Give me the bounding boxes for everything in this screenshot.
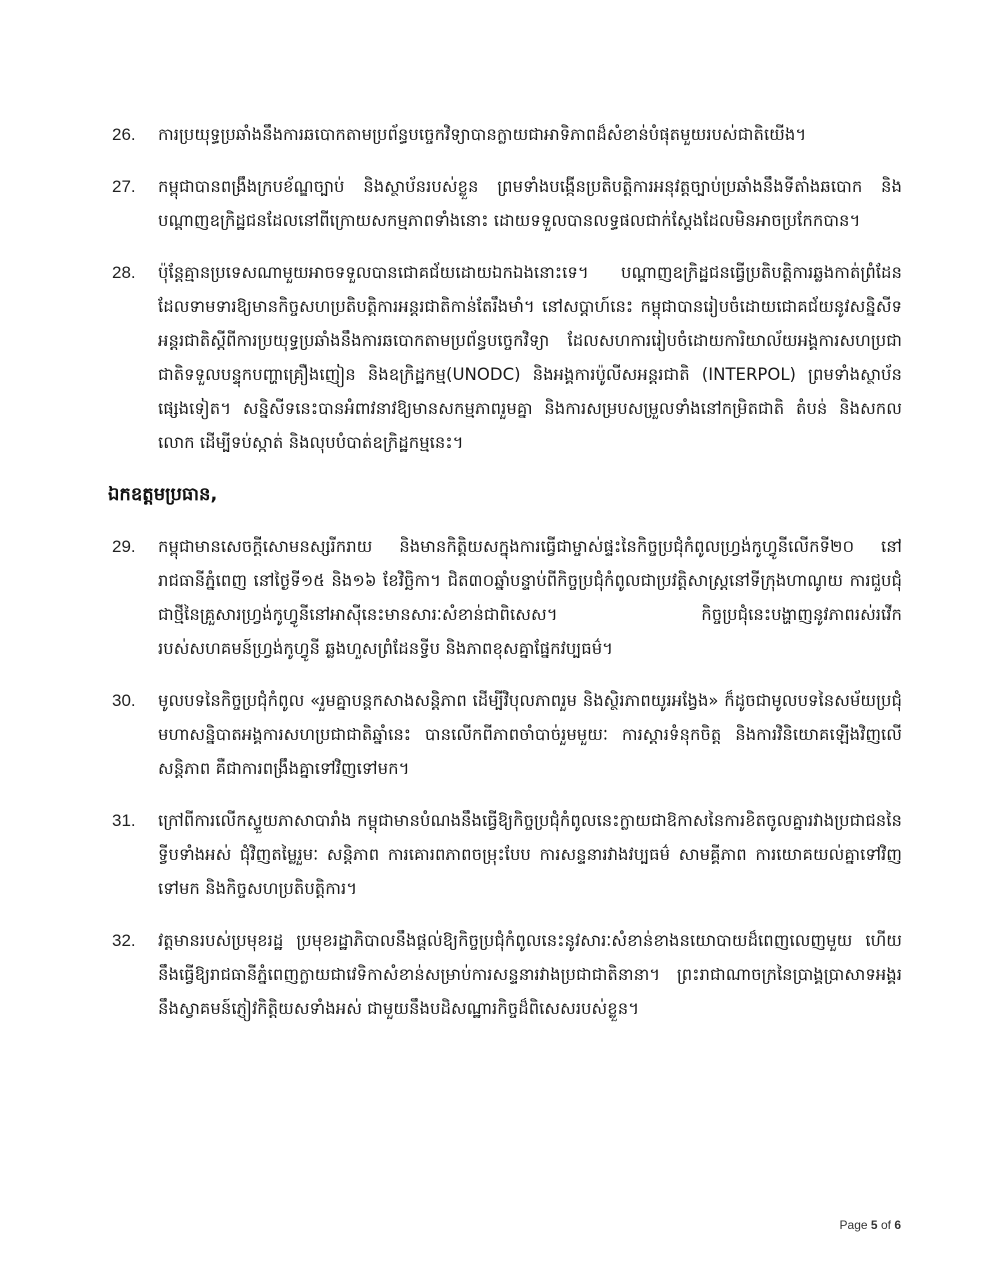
paragraph-number: 29. — [112, 537, 136, 556]
paragraph-text: មូលបទនៃកិច្ចប្រជុំកំពូល «រួមគ្នាបន្តកសាងសន្តិភាព ដើម្បីវិបុលភាពរួម និងស្ថិរភាពយូរអង្វែង» ក៏ដូចជាមូលបទនៃសម័យប្រជុំមហាសន្និបាតអង្គការសហប្រជាជាតិឆ្នាំនេះ បានលើកពីភាពចាំបាច់រួមមួយៈ ការស្តារទំនុកចិត្ត និងការវិនិយោគឡើងវិញលើសន្តិភាព គឺជាការពង្រឹងគ្នាទៅវិញទៅមក។ — [158, 691, 902, 778]
paragraph-number: 28. — [112, 263, 136, 282]
paragraph-27 — [112, 170, 902, 238]
paragraph-number: 31. — [112, 811, 136, 830]
paragraph-28 — [112, 256, 902, 460]
paragraph-text: ការប្រយុទ្ធប្រឆាំងនឹងការឆបោកតាមប្រព័ន្ធបច្ចេកវិទ្យាបានក្លាយជាអាទិភាពដ៏សំខាន់បំផុតមួយរបស់ជាតិយើង។ — [158, 125, 807, 144]
paragraph-29 — [112, 530, 902, 666]
salutation-heading: ឯកឧត្តមប្រធាន, — [108, 484, 218, 505]
page-content — [108, 118, 902, 1044]
paragraph-26 — [112, 118, 902, 152]
page-current: 5 — [870, 1218, 878, 1232]
paragraph-text: កម្ពុជាបានពង្រឹងក្របខ័ណ្ឌច្បាប់ និងស្ថាប័នរបស់ខ្លួន ព្រមទាំងបង្កើនប្រតិបត្តិការអនុវត្តច្បាប់ប្រឆាំងនឹងទីតាំងឆបោក និងបណ្តាញឧក្រិដ្ឋជនដែលនៅពីក្រោយសកម្មភាពទាំងនោះ ដោយទទួលបានលទ្ធផលជាក់ស្តែងដែលមិនអាចប្រកែកបាន។ — [158, 177, 902, 230]
paragraph-text: ប៉ុន្តែគ្មានប្រទេសណាមួយអាចទទួលបានជោគជ័យដោយឯកឯងនោះទេ។ បណ្តាញឧក្រិដ្ឋជនធ្វើប្រតិបត្តិការឆ្លងកាត់ព្រំដែន ដែលទាមទារឱ្យមានកិច្ចសហប្រតិបត្តិការអន្តរជាតិកាន់តែរឹងមាំ។ នៅសប្តាហ៍នេះ កម្ពុជាបានរៀបចំដោយជោគជ័យនូវសន្និសីទអន្តរជាតិស្តីពីការប្រយុទ្ធប្រឆាំងនឹងការឆបោកតាមប្រព័ន្ធបច្ចេកវិទ្យា ដែលសហការរៀបចំដោយការិយាល័យអង្គការសហប្រជាជាតិទទួលបន្ទុកបញ្ហាគ្រឿងញៀន និងឧក្រិដ្ឋកម្ម(UNODC) និងអង្គការប៉ូលីសអន្តរជាតិ (INTERPOL) ព្រមទាំងស្ថាប័នផ្សេងទៀត។ សន្និសីទនេះបានអំពាវនាវឱ្យមានសកម្មភាពរួមគ្នា និងការសម្របសម្រួលទាំងនៅកម្រិតជាតិ តំបន់ និងសកលលោក ដើម្បីទប់ស្កាត់ និងលុបបំបាត់ឧក្រិដ្ឋកម្មនេះ។ — [158, 263, 902, 452]
paragraph-number: 30. — [112, 691, 136, 710]
page-footer — [840, 1218, 901, 1232]
paragraph-text: ក្រៅពីការលើកស្ទួយភាសាបារាំង កម្ពុជាមានបំណងនឹងធ្វើឱ្យកិច្ចប្រជុំកំពូលនេះក្លាយជាឱកាសនៃការខិតចូលគ្នារវាងប្រជាជននៃទ្វីបទាំងអស់ ជុំវិញតម្លៃរួមៈ សន្តិភាព ការគោរពភាពចម្រុះបែប ការសន្ទនារវាងវប្បធម៌ សាមគ្គីភាព ការយោគយល់គ្នាទៅវិញទៅមក និងកិច្ចសហប្រតិបត្តិការ។ — [158, 811, 902, 898]
paragraph-number: 26. — [112, 125, 136, 144]
paragraph-text: កម្ពុជាមានសេចក្តីសោមនស្សរីករាយ និងមានកិត្តិយសក្នុងការធ្វើជាម្ចាស់ផ្ទះនៃកិច្ចប្រជុំកំពូលហ្វ្រង់កូហ្វូនីលើកទី២០ នៅរាជធានីភ្នំពេញ នៅថ្ងៃទី១៥ និង១៦ ខែវិច្ឆិកា។ ជិត៣០ឆ្នាំបន្ទាប់ពីកិច្ចប្រជុំកំពូលជាប្រវត្តិសាស្ត្រនៅទីក្រុងហាណូយ ការជួបជុំជាថ្មីនៃគ្រួសារហ្វ្រង់កូហ្វូនីនៅអាស៊ីនេះមានសារៈសំខាន់ជាពិសេស។ កិច្ចប្រជុំនេះបង្ហាញនូវភាពរស់រវើករបស់សហគមន៍ហ្វ្រង់កូហ្វូនី ឆ្លងហួសព្រំដែនទ្វីប និងភាពខុសគ្នាផ្នែកវប្បធម៌។ — [158, 537, 902, 658]
paragraph-32 — [112, 924, 902, 1026]
paragraph-number: 32. — [112, 931, 136, 950]
page-label: Page — [839, 1218, 868, 1232]
paragraph-number: 27. — [112, 177, 136, 196]
paragraph-text: វត្តមានរបស់ប្រមុខរដ្ឋ ប្រមុខរដ្ឋាភិបាលនឹងផ្តល់ឱ្យកិច្ចប្រជុំកំពូលនេះនូវសារៈសំខាន់ខាងនយោបាយដ៏ពេញលេញមួយ ហើយនឹងធ្វើឱ្យរាជធានីភ្នំពេញក្លាយជាវេទិកាសំខាន់សម្រាប់ការសន្ទនារវាងប្រជាជាតិនានា។ ព្រះរាជាណាចក្រនៃប្រាង្គប្រាសាទអង្គរនឹងស្វាគមន៍ភ្ញៀវកិត្តិយសទាំងអស់ ជាមួយនឹងបដិសណ្ឋារកិច្ចដ៏ពិសេសរបស់ខ្លួន។ — [158, 931, 902, 1018]
paragraph-31 — [112, 804, 902, 906]
paragraph-30 — [112, 684, 902, 786]
page-total: 6 — [894, 1218, 901, 1232]
page-of: of — [880, 1218, 891, 1232]
